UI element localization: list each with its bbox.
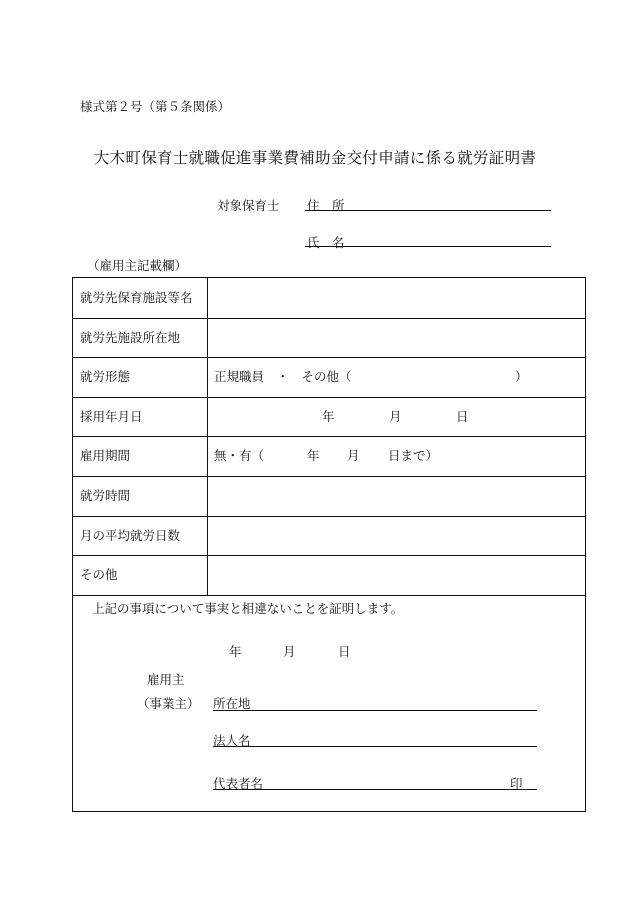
employment-type-options[interactable]: 正規職員 ・ その他（: [214, 369, 352, 385]
cert-day-label: 日: [338, 644, 351, 659]
period-presence-options[interactable]: 無・有（: [214, 448, 265, 464]
working-hours-field[interactable]: [209, 476, 583, 516]
address-label: 住 所: [307, 198, 345, 213]
table-row-average-days: [73, 516, 585, 557]
row-label: 雇用期間: [80, 448, 131, 464]
table-row-employment-period: [73, 436, 585, 477]
row-label: 就労先保育施設等名: [80, 290, 193, 305]
table-row-hire-date: [73, 397, 585, 438]
row-label: 就労先施設所在地: [80, 329, 181, 345]
other-field[interactable]: [209, 555, 583, 595]
cert-month-label: 月: [283, 644, 296, 659]
table-row-employment-type: [73, 357, 585, 398]
representative-field[interactable]: [213, 789, 537, 790]
location-label: 所在地: [213, 696, 251, 711]
row-label: その他: [80, 567, 118, 583]
corporation-field[interactable]: [213, 746, 537, 747]
period-month-label: 月: [347, 448, 360, 464]
row-label: 就労時間: [80, 488, 131, 503]
business-owner-label: （事業主）: [137, 696, 200, 711]
hire-day-label: 日: [456, 408, 469, 424]
table-row-other: [73, 555, 585, 596]
representative-label: 代表者名: [213, 776, 264, 791]
period-year-label: 年: [307, 448, 320, 464]
name-field[interactable]: [305, 246, 551, 247]
seal-label: 印: [510, 776, 523, 791]
row-label: 就労形態: [80, 369, 131, 385]
hire-month-label: 月: [389, 408, 402, 424]
corporation-label: 法人名: [213, 733, 251, 748]
location-field[interactable]: [213, 710, 537, 711]
table-row-facility-name: [73, 278, 585, 319]
row-label: 採用年月日: [80, 408, 143, 424]
average-days-field[interactable]: [209, 516, 583, 556]
table-row-working-hours: [73, 476, 585, 517]
hire-year-label: 年: [322, 408, 335, 424]
table-row-facility-location: [73, 318, 585, 359]
name-label: 氏 名: [307, 235, 345, 250]
address-field[interactable]: [305, 210, 551, 211]
employer-label: 雇用主: [147, 672, 185, 687]
form-number: 様式第２号（第５条関係）: [80, 99, 231, 114]
cert-year-label: 年: [229, 644, 242, 659]
employment-type-close: ）: [515, 369, 528, 385]
certification-statement: 上記の事項について事実と相違ないことを証明します。: [92, 601, 404, 616]
row-label: 月の平均就労日数: [80, 527, 181, 543]
employer-section-label: （雇用主記載欄）: [87, 258, 188, 273]
facility-name-field[interactable]: [209, 278, 583, 318]
period-until-label: 日まで）: [388, 448, 439, 464]
facility-location-field[interactable]: [209, 318, 583, 358]
document-title: 大木町保育士就職促進事業費補助金交付申請に係る就労証明書: [93, 149, 537, 167]
employment-table: [72, 277, 586, 812]
applicant-label: 対象保育士: [217, 198, 280, 213]
